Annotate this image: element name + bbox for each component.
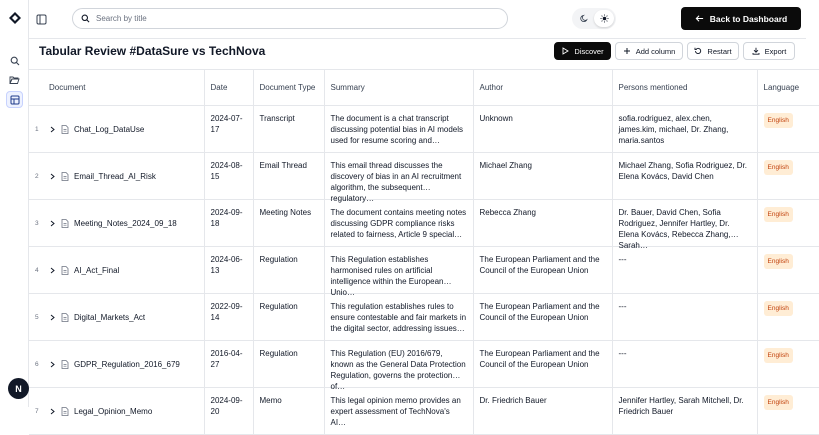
persons-mentioned-value: Michael Zhang, Sofia Rodriguez, Dr. Elena Kovács, David Chen xyxy=(618,161,748,181)
persons-mentioned-value: --- xyxy=(618,255,627,264)
theme-switch[interactable] xyxy=(572,8,616,29)
expand-row-button[interactable] xyxy=(49,267,61,274)
review-table-container[interactable] xyxy=(29,69,806,427)
document-name[interactable]: GDPR_Regulation_2016_679 xyxy=(74,359,180,369)
export-label: Export xyxy=(764,46,787,56)
language-cell[interactable] xyxy=(757,247,819,294)
expand-row-button[interactable] xyxy=(49,173,61,180)
persons-mentioned-cell[interactable] xyxy=(612,247,757,294)
chevron-right-icon xyxy=(49,408,56,415)
date-cell[interactable] xyxy=(204,153,253,200)
sidebar-toggle-button[interactable] xyxy=(34,12,48,26)
play-icon xyxy=(561,47,569,55)
document-type-cell[interactable] xyxy=(253,341,324,388)
file-icon xyxy=(61,360,74,369)
document-name[interactable]: Chat_Log_DataUse xyxy=(74,124,145,134)
expand-row-button[interactable] xyxy=(49,220,61,227)
author-value: The European Parliament and the Council of the European Union xyxy=(479,302,600,322)
folders-nav-button[interactable] xyxy=(6,71,23,88)
expand-row-button[interactable] xyxy=(49,126,61,133)
author-cell[interactable] xyxy=(473,294,612,341)
author-cell[interactable] xyxy=(473,200,612,247)
document-name[interactable]: AI_Act_Final xyxy=(74,265,120,275)
language-badge: English xyxy=(764,207,793,222)
arrow-left-icon xyxy=(695,14,704,23)
persons-mentioned-cell[interactable] xyxy=(612,153,757,200)
restart-label: Restart xyxy=(707,46,732,56)
file-icon xyxy=(61,266,74,275)
row-number: 6 xyxy=(35,360,39,368)
author-value: The European Parliament and the Council of the European Union xyxy=(479,349,600,369)
page-title: Tabular Review #DataSure vs TechNova xyxy=(39,44,266,58)
table-row[interactable] xyxy=(29,294,819,341)
document-cell[interactable] xyxy=(29,388,204,435)
table-row[interactable] xyxy=(29,153,819,200)
table-header-row xyxy=(29,70,819,106)
date-cell[interactable] xyxy=(204,294,253,341)
date-cell[interactable] xyxy=(204,200,253,247)
file-icon xyxy=(61,407,74,416)
author-cell[interactable] xyxy=(473,247,612,294)
back-to-dashboard-label: Back to Dashboard xyxy=(709,13,788,24)
expand-row-button[interactable] xyxy=(49,314,61,321)
language-badge: English xyxy=(764,254,793,269)
persons-mentioned-cell[interactable] xyxy=(612,294,757,341)
sun-icon xyxy=(600,14,609,23)
column-header-date[interactable]: Date xyxy=(204,70,253,106)
language-cell[interactable] xyxy=(757,200,819,247)
summary-value: The document contains meeting notes discussing GDPR compliance risks related to fairness, Article 9 special… xyxy=(330,208,467,239)
document-type-value: Transcript xyxy=(259,114,295,123)
discover-button[interactable] xyxy=(554,42,611,60)
sidebar-panel-icon xyxy=(36,14,47,25)
document-cell[interactable] xyxy=(29,341,204,388)
back-to-dashboard-button[interactable] xyxy=(681,7,801,30)
summary-cell[interactable] xyxy=(324,341,473,391)
author-value: Dr. Friedrich Bauer xyxy=(479,396,547,405)
language-cell[interactable] xyxy=(757,341,819,388)
document-name[interactable]: Legal_Opinion_Memo xyxy=(74,406,153,416)
table-row[interactable] xyxy=(29,247,819,294)
column-header-summary[interactable]: Summary xyxy=(324,70,473,106)
file-icon xyxy=(61,172,74,181)
document-type-cell[interactable] xyxy=(253,247,324,294)
summary-value: This email thread discusses the discovery of bias in an AI recruitment algorithm, the subsequent regulatory… xyxy=(330,161,462,203)
column-header-persons-mentioned[interactable]: Persons mentioned xyxy=(612,70,757,106)
author-cell[interactable] xyxy=(473,341,612,388)
row-number: 5 xyxy=(35,313,39,321)
user-avatar[interactable]: N xyxy=(8,378,29,399)
review-table xyxy=(29,69,819,435)
language-badge: English xyxy=(764,301,793,316)
persons-mentioned-value: Jennifer Hartley, Sarah Mitchell, Dr. Friedrich Bauer xyxy=(618,396,744,416)
summary-value: This Regulation establishes harmonised rules on artificial intelligence within the European Unio… xyxy=(330,255,444,297)
search-input[interactable] xyxy=(96,14,476,23)
download-icon xyxy=(752,47,760,55)
left-rail xyxy=(0,0,29,407)
search-icon xyxy=(81,14,90,23)
top-header xyxy=(29,0,806,39)
author-cell[interactable] xyxy=(473,388,612,435)
rotate-icon xyxy=(694,47,702,55)
document-type-value: Memo xyxy=(259,396,282,405)
summary-value: This legal opinion memo provides an expert assessment of TechNova's AI… xyxy=(330,396,461,427)
date-cell[interactable] xyxy=(204,341,253,388)
light-mode-option[interactable] xyxy=(594,10,614,27)
date-value: 2024-09-20 xyxy=(210,396,243,416)
author-value: The European Parliament and the Council of the European Union xyxy=(479,255,600,275)
document-cell[interactable] xyxy=(29,200,204,247)
search-icon xyxy=(10,56,20,66)
persons-mentioned-value: sofia.rodriguez, alex.chen, james.kim, michael, Dr. Zhang, maria.santos xyxy=(618,114,729,145)
dark-mode-option[interactable] xyxy=(574,10,594,27)
language-cell[interactable] xyxy=(757,153,819,200)
summary-cell[interactable] xyxy=(324,294,473,341)
date-value: 2024-08-15 xyxy=(210,161,243,181)
column-header-language[interactable]: Language xyxy=(757,70,819,106)
summary-value: The document is a chat transcript discussing potential bias in AI models used for resume scoring and… xyxy=(330,114,464,145)
column-header-document[interactable]: Document xyxy=(29,70,204,106)
persons-mentioned-cell[interactable] xyxy=(612,388,757,435)
document-type-cell[interactable] xyxy=(253,294,324,341)
document-cell[interactable] xyxy=(29,247,204,294)
moon-icon xyxy=(580,14,589,23)
author-cell[interactable] xyxy=(473,106,612,153)
persons-mentioned-cell[interactable] xyxy=(612,341,757,388)
row-number: 7 xyxy=(35,407,39,415)
document-type-cell[interactable] xyxy=(253,388,324,435)
table-icon xyxy=(10,95,20,105)
table-row[interactable] xyxy=(29,388,819,435)
summary-cell[interactable] xyxy=(324,388,473,435)
column-header-document-type[interactable]: Document Type xyxy=(253,70,324,106)
expand-row-button[interactable] xyxy=(49,408,61,415)
language-badge: English xyxy=(764,160,793,175)
author-value: Michael Zhang xyxy=(479,161,532,170)
export-button[interactable] xyxy=(743,42,795,60)
date-value: 2024-09-18 xyxy=(210,208,243,228)
row-number: 3 xyxy=(35,219,39,227)
plus-icon xyxy=(623,47,631,55)
author-value: Unknown xyxy=(479,114,513,123)
summary-cell[interactable] xyxy=(324,200,473,247)
folder-open-icon xyxy=(9,75,20,85)
author-value: Rebecca Zhang xyxy=(479,208,536,217)
author-cell[interactable] xyxy=(473,153,612,200)
restart-button[interactable] xyxy=(687,42,739,60)
search-nav-button[interactable] xyxy=(6,52,23,69)
persons-mentioned-cell[interactable] xyxy=(612,200,757,250)
chevron-right-icon xyxy=(49,220,56,227)
document-name[interactable]: Digital_Markets_Act xyxy=(74,312,146,322)
column-header-author[interactable]: Author xyxy=(473,70,612,106)
date-cell[interactable] xyxy=(204,247,253,294)
document-type-value: Email Thread xyxy=(259,161,307,170)
file-icon xyxy=(61,219,74,228)
file-icon xyxy=(61,313,74,322)
document-type-value: Regulation xyxy=(259,302,298,311)
summary-cell[interactable] xyxy=(324,106,473,153)
chevron-right-icon xyxy=(49,314,56,321)
search-bar[interactable] xyxy=(72,8,508,29)
chevron-right-icon xyxy=(49,126,56,133)
app-logo-icon[interactable] xyxy=(8,11,22,25)
document-cell[interactable] xyxy=(29,106,204,153)
summary-value: This Regulation (EU) 2016/679, known as the General Data Protection Regulation, governs the protection of… xyxy=(330,349,466,391)
file-icon xyxy=(61,125,74,134)
language-cell[interactable] xyxy=(757,294,819,341)
table-row[interactable] xyxy=(29,200,819,247)
row-number: 1 xyxy=(35,125,39,133)
document-cell[interactable] xyxy=(29,294,204,341)
persons-mentioned-value: --- xyxy=(618,349,627,358)
table-row[interactable] xyxy=(29,341,819,388)
language-badge: English xyxy=(764,348,793,363)
chevron-right-icon xyxy=(49,361,56,368)
chevron-right-icon xyxy=(49,267,56,274)
persons-mentioned-value: Dr. Bauer, David Chen, Sofia Rodriguez, Jennifer Hartley, Dr. Elena Kovács, Rebecca Zhang, Sarah… xyxy=(618,208,731,250)
language-badge: English xyxy=(764,113,793,128)
document-name[interactable]: Meeting_Notes_2024_09_18 xyxy=(74,218,177,228)
language-cell[interactable] xyxy=(757,388,819,435)
expand-row-button[interactable] xyxy=(49,361,61,368)
chevron-right-icon xyxy=(49,173,56,180)
add-column-label: Add column xyxy=(635,46,676,56)
document-type-value: Regulation xyxy=(259,255,298,264)
discover-label: Discover xyxy=(574,46,604,56)
date-cell[interactable] xyxy=(204,388,253,435)
language-cell[interactable] xyxy=(757,106,819,153)
document-name[interactable]: Email_Thread_AI_Risk xyxy=(74,171,156,181)
tabular-review-nav-button[interactable] xyxy=(6,91,23,108)
date-value: 2024-06-13 xyxy=(210,255,243,275)
add-column-button[interactable] xyxy=(615,42,683,60)
persons-mentioned-value: --- xyxy=(618,302,627,311)
summary-cell[interactable] xyxy=(324,247,473,297)
persons-mentioned-cell[interactable] xyxy=(612,106,757,153)
document-type-cell[interactable] xyxy=(253,200,324,247)
date-value: 2022-09-14 xyxy=(210,302,243,322)
document-type-value: Regulation xyxy=(259,349,298,358)
summary-value: This regulation establishes rules to ensure contestable and fair markets in the digital sector, addressing issues… xyxy=(330,302,467,333)
document-cell[interactable] xyxy=(29,153,204,200)
row-number: 4 xyxy=(35,266,39,274)
row-number: 2 xyxy=(35,172,39,180)
language-badge: English xyxy=(764,395,793,410)
date-cell[interactable] xyxy=(204,106,253,153)
table-row[interactable] xyxy=(29,106,819,153)
document-type-cell[interactable] xyxy=(253,153,324,200)
date-value: 2016-04-27 xyxy=(210,349,243,369)
date-value: 2024-07-17 xyxy=(210,114,243,134)
document-type-value: Meeting Notes xyxy=(259,208,312,217)
summary-cell[interactable] xyxy=(324,153,473,203)
document-type-cell[interactable] xyxy=(253,106,324,153)
